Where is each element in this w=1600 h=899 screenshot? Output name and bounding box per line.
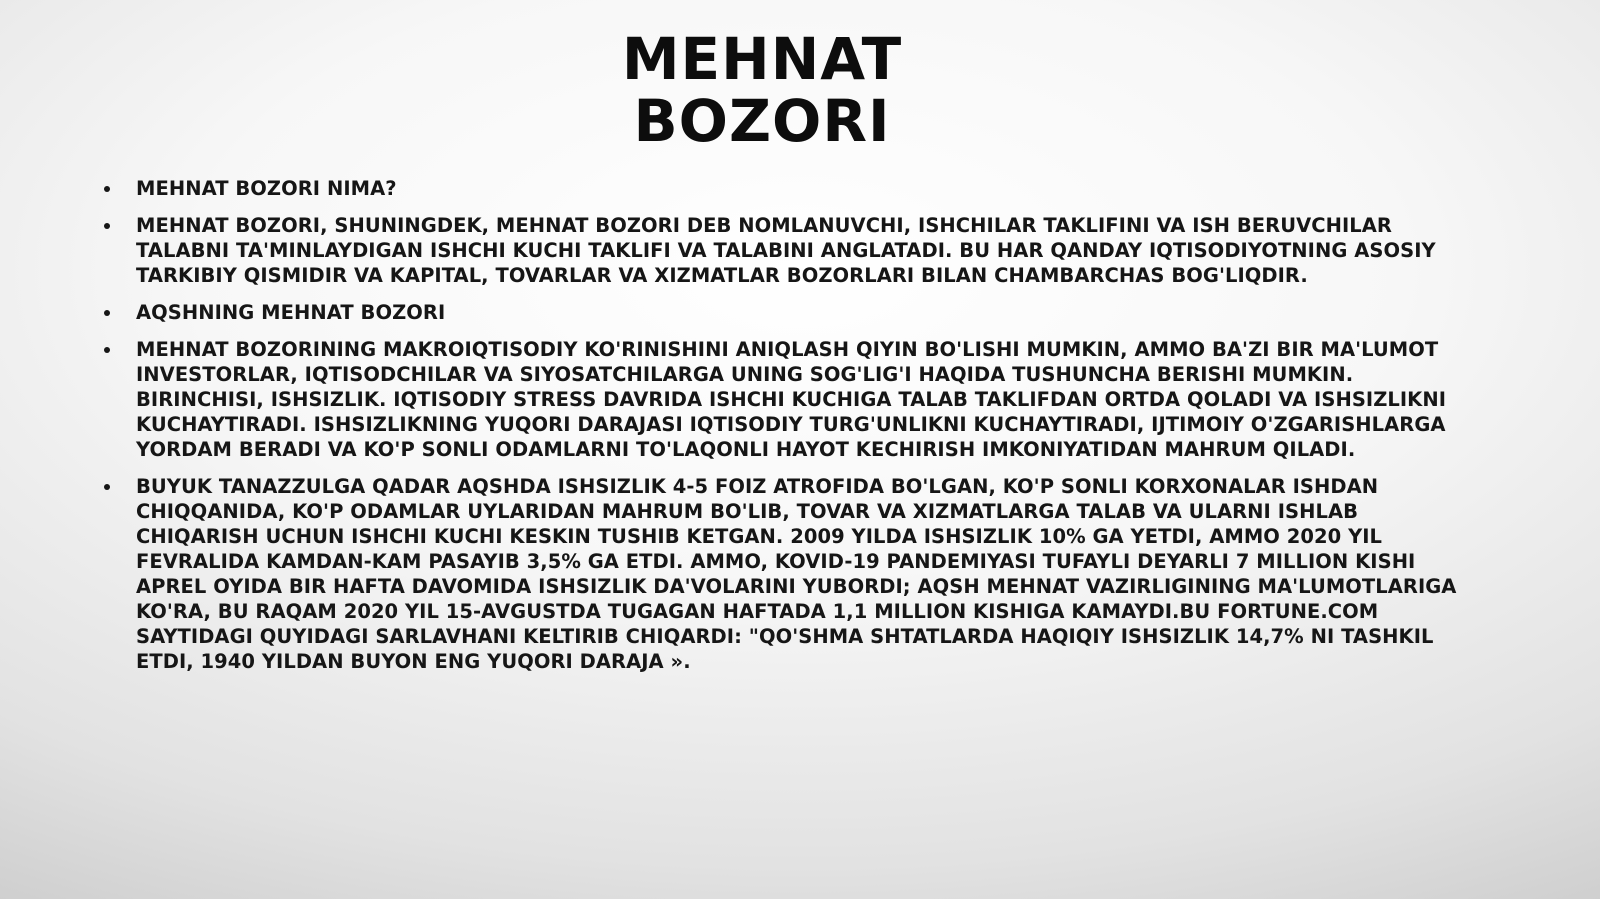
bullet-dot-icon	[104, 347, 110, 353]
bullet-dot-icon	[104, 310, 110, 316]
bullet-text: BUYUK TANAZZULGA QADAR AQSHDA ISHSIZLIK 4-5 FOIZ ATROFIDA BO'LGAN, KO'P SONLI KORXONALAR ISHDAN CHIQQANIDA, KO'P ODAMLAR UYLARIDAN MAHRUM BO'LIB, TOVAR VA XIZMATLARGA TALAB VA ULARNI ISHLAB CHIQARISH UCHUN ISHCHI KUCHI KESKIN TUSHIB KETGAN. 2009 YILDA ISHSIZLIK 10% GA YETDI, AMMO 2020 YIL FEVRALIDA KAMDAN-KAM PASAYIB 3,5% GA ETDI. AMMO, KOVID-19 PANDEMIYASI TUFAYLI DEYARLI 7 MILLION KISHI APREL OYIDA BIR HAFTA DAVOMIDA ISHSIZLIK DA'VOLARINI YUBORDI; AQSH MEHNAT VAZIRLIGINING MA'LUMOTLARIGA KO'RA, BU RAQAM 2020 YIL 15-AVGUSTDA TUGAGAN HAFTADA 1,1 MILLION KISHIGA KAMAYDI.BU FORTUNE.COM SAYTIDAGI QUYIDAGI SARLAVHANI KELTIRIB CHIQARDI: "QO'SHMA SHTATLARDA HAQIQIY ISHSIZLIK 14,7% NI TASHKIL ETDI, 1940 YILDAN BUYON ENG YUQORI DARAJA ».	[136, 475, 1457, 673]
bullet-text: MEHNAT BOZORI NIMA?	[136, 177, 397, 200]
slide-title-line-2: BOZORI	[633, 87, 891, 155]
bullet-item	[104, 213, 1480, 288]
bullet-text: AQSHNING MEHNAT BOZORI	[136, 301, 446, 324]
bullet-item	[104, 300, 1480, 325]
bullet-item	[104, 337, 1480, 462]
bullet-dot-icon	[104, 223, 110, 229]
bullet-text: MEHNAT BOZORI, SHUNINGDEK, MEHNAT BOZORI DEB NOMLANUVCHI, ISHCHILAR TAKLIFINI VA ISH BERUVCHILAR TALABNI TA'MINLAYDIGAN ISHCHI KUCHI TAKLIFI VA TALABINI ANGLATADI. BU HAR QANDAY IQTISODIYOTNING ASOSIY TARKIBIY QISMIDIR VA KAPITAL, TOVARLAR VA XIZMATLAR BOZORLARI BILAN CHAMBARCHAS BOG'LIQDIR.	[136, 214, 1436, 287]
bullet-dot-icon	[104, 484, 110, 490]
bullet-item	[104, 176, 1480, 201]
bullet-item	[104, 474, 1480, 674]
bullet-text: MEHNAT BOZORINING MAKROIQTISODIY KO'RINISHINI ANIQLASH QIYIN BO'LISHI MUMKIN, AMMO BA'ZI BIR MA'LUMOT INVESTORLAR, IQTISODCHILAR VA SIYOSATCHILARGA UNING SOG'LIG'I HAQIDA TUSHUNCHA BERISHI MUMKIN. BIRINCHISI, ISHSIZLIK. IQTISODIY STRESS DAVRIDA ISHCHI KUCHIGA TALAB TAKLIFDAN ORTDA QOLADI VA ISHSIZLIKNI KUCHAYTIRADI. ISHSIZLIKNING YUQORI DARAJASI IQTISODIY TURG'UNLIKNI KUCHAYTIRADI, IJTIMOIY O'ZGARISHLARGA YORDAM BERADI VA KO'P SONLI ODAMLARNI TO'LAQONLI HAYOT KECHIRISH IMKONIYATIDAN MAHRUM QILADI.	[136, 338, 1447, 461]
bullet-list	[104, 176, 1480, 686]
slide-title	[500, 25, 1024, 155]
slide-title-line-1: MEHNAT	[621, 25, 903, 93]
bullet-dot-icon	[104, 186, 110, 192]
